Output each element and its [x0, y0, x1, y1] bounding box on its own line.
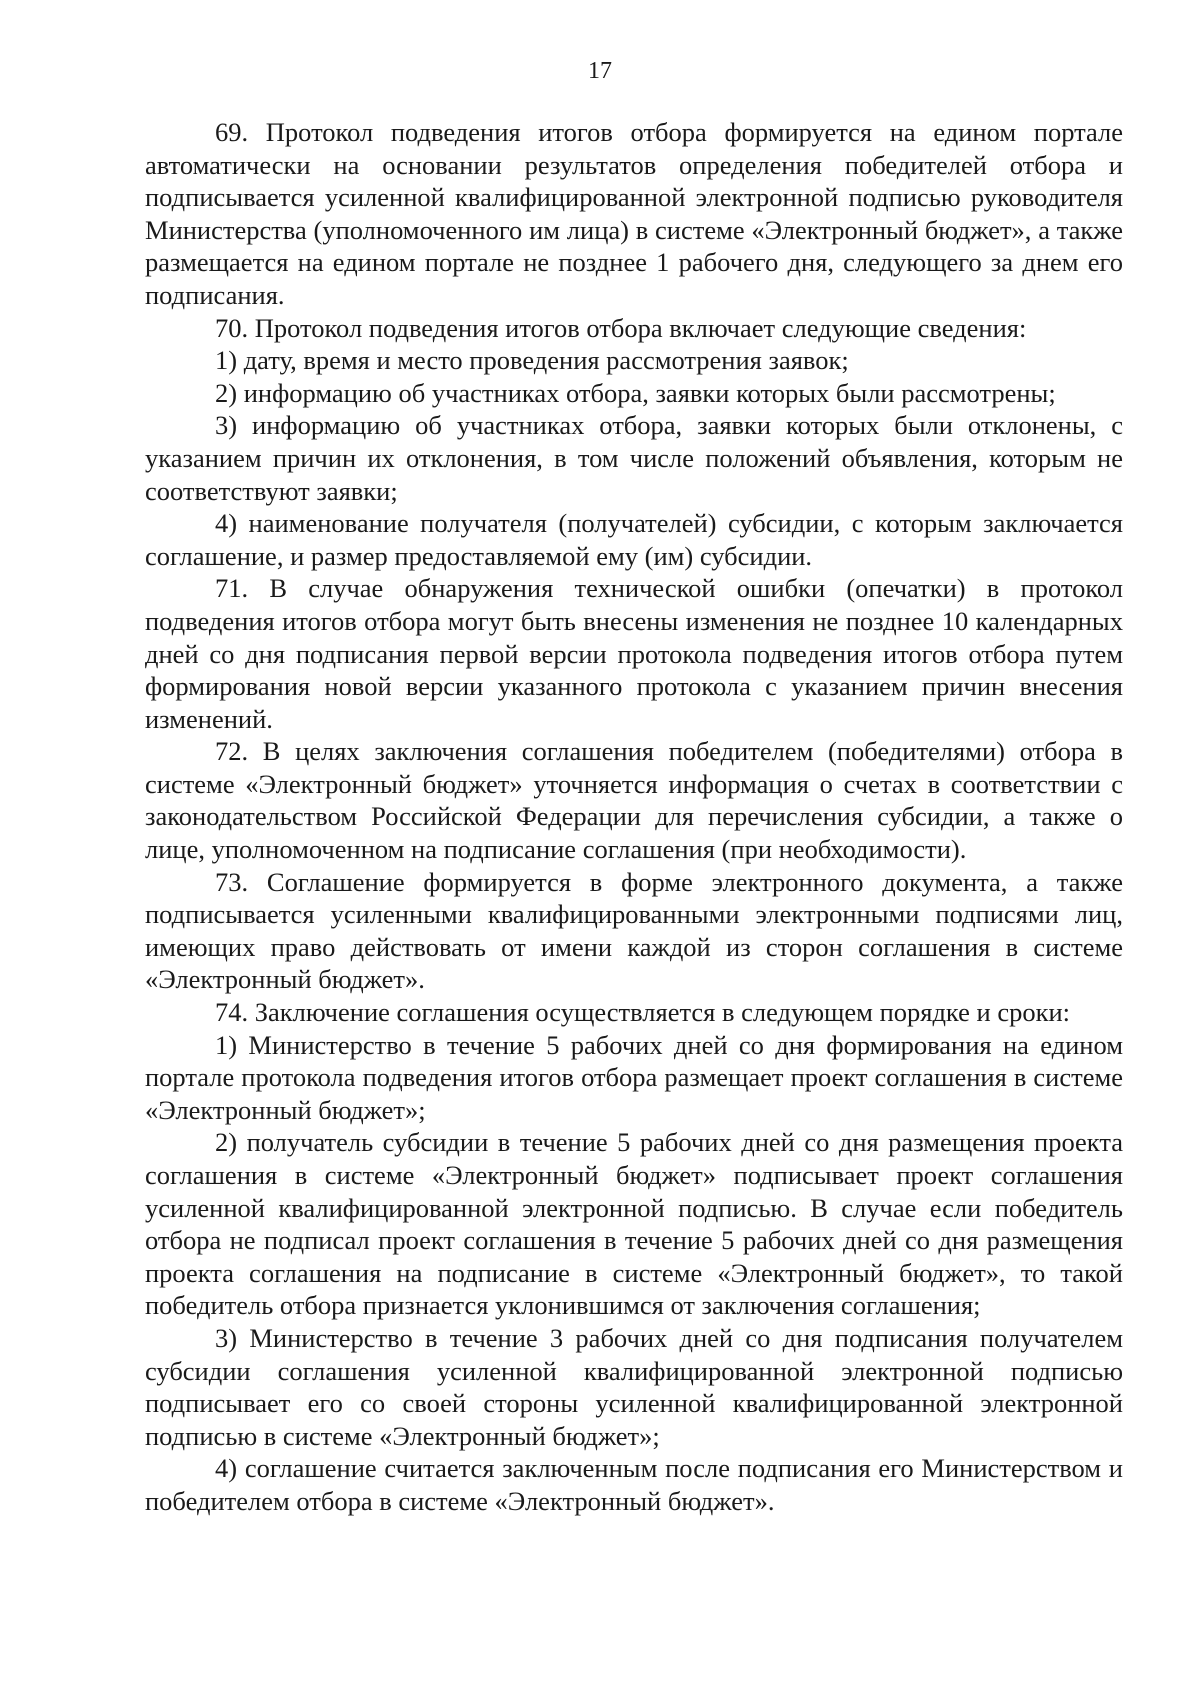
- paragraph-70-item-1: 1) дату, время и место проведения рассмотрения заявок;: [215, 345, 849, 376]
- paragraph-69: 69. Протокол подведения итогов отбора формируется на едином портале автоматически на основании результатов определения победителей отбора и подписывается усиленной квалифицированной электронной подписью руководителя Министерства (уполномоченного им лица) в системе «Электронный бюджет», а также размещается на едином портале не позднее 1 рабочего дня, следующего за днем его подписания.: [145, 117, 1123, 310]
- paragraph-72: 72. В целях заключения соглашения победителем (победителями) отбора в системе «Электронный бюджет» уточняется информация о счетах в соответствии с законодательством Российской Федерации для перечисления субсидии, а также о лице, уполномоченном на подписание соглашения (при необходимости).: [145, 736, 1123, 865]
- paragraph-74-item-3: 3) Министерство в течение 3 рабочих дней со дня подписания получателем субсидии соглашения усиленной квалифицированной электронной подписью подписывает его со своей стороны усиленной квалифицированной электронной подписью в системе «Электронный бюджет»;: [145, 1322, 1123, 1451]
- paragraph-70-item-2: 2) информацию об участниках отбора, заявки которых были рассмотрены;: [215, 377, 1056, 408]
- paragraph-74-item-1: 1) Министерство в течение 5 рабочих дней со дня формирования на едином портале протокола подведения итогов отбора размещает проект соглашения в системе «Электронный бюджет»;: [145, 1029, 1123, 1125]
- paragraph-73: 73. Соглашение формируется в форме электронного документа, а также подписывается усиленными квалифицированными электронными подписями лиц, имеющих право действовать от имени каждой из сторон соглашения в системе «Электронный бюджет».: [145, 866, 1123, 995]
- paragraph-70: 70. Протокол подведения итогов отбора включает следующие сведения:: [215, 312, 1027, 343]
- document-body: [145, 116, 1123, 1518]
- paragraph-74-item-4: 4) соглашение считается заключенным после подписания его Министерством и победителем отбора в системе «Электронный бюджет».: [145, 1453, 1123, 1516]
- paragraph-70-item-4: 4) наименование получателя (получателей) субсидии, с которым заключается соглашение, и размер предоставляемой ему (им) субсидии.: [145, 508, 1123, 571]
- paragraph-71: 71. В случае обнаружения технической ошибки (опечатки) в протокол подведения итогов отбора могут быть внесены изменения не позднее 10 календарных дней со дня подписания первой версии протокола подведения итогов отбора путем формирования новой версии указанного протокола с указанием причин внесения изменений.: [145, 573, 1123, 734]
- paragraph-74-item-2: 2) получатель субсидии в течение 5 рабочих дней со дня размещения проекта соглашения в системе «Электронный бюджет» подписывает проект соглашения усиленной квалифицированной электронной подписью. В случае если победитель отбора не подписал проект соглашения в течение 5 рабочих дней со дня размещения проекта соглашения на подписание в системе «Электронный бюджет», то такой победитель отбора признается уклонившимся от заключения соглашения;: [145, 1127, 1123, 1321]
- paragraph-70-item-3: 3) информацию об участниках отбора, заявки которых были отклонены, с указанием причин их отклонения, в том числе положений объявления, которым не соответствуют заявки;: [145, 410, 1123, 506]
- page-number: 17: [588, 58, 612, 84]
- paragraph-74: 74. Заключение соглашения осуществляется в следующем порядке и сроки:: [215, 997, 1071, 1028]
